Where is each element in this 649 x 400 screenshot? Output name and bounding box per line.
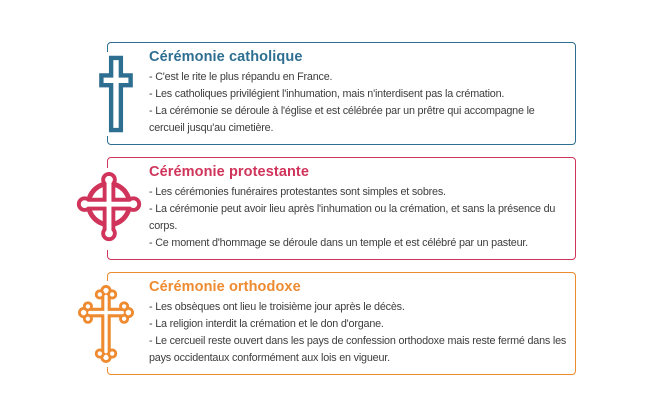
card-title: Cérémonie orthodoxe [149, 279, 301, 295]
bullet-line: - C'est le rite le plus répandu en France. [149, 71, 333, 83]
bullet-line: - Ce moment d'hommage se déroule dans un temple et est célébré par un pasteur. [149, 237, 528, 249]
bullet-line: - Les obsèques ont lieu le troisième jour après le décès. [149, 301, 405, 313]
card-title: Cérémonie catholique [149, 49, 303, 65]
bullet-line: - La cérémonie peut avoir lieu après l'inhumation ou la crémation, et sans la présence du corps. [149, 203, 556, 232]
bullet-line: - La religion interdit la crémation et le don d'organe. [149, 318, 384, 330]
orthodox-cross-icon [77, 281, 135, 367]
card-ceremonie-orthodoxe [107, 272, 576, 375]
latin-cross-icon [97, 52, 135, 136]
bullet-line: - La cérémonie se déroule à l'église et est célébrée par un prêtre qui accompagne le cercueil jusqu'au cimetière. [149, 105, 535, 134]
card-ceremonie-catholique [107, 42, 576, 145]
bullet-line: - Les catholiques privilégient l'inhumation, mais n'interdisent pas la crémation. [149, 88, 505, 100]
bullet-line: - Les cérémonies funéraires protestantes sont simples et sobres. [149, 186, 446, 198]
bullet-line: - Le cercueil reste ouvert dans les pays de confession orthodoxe mais reste fermé dans les pays occidentaux conformément aux lois en vigueur. [149, 335, 567, 364]
card-title: Cérémonie protestante [149, 164, 310, 180]
card-ceremonie-protestante [107, 157, 576, 260]
huguenot-cross-icon [75, 168, 143, 250]
